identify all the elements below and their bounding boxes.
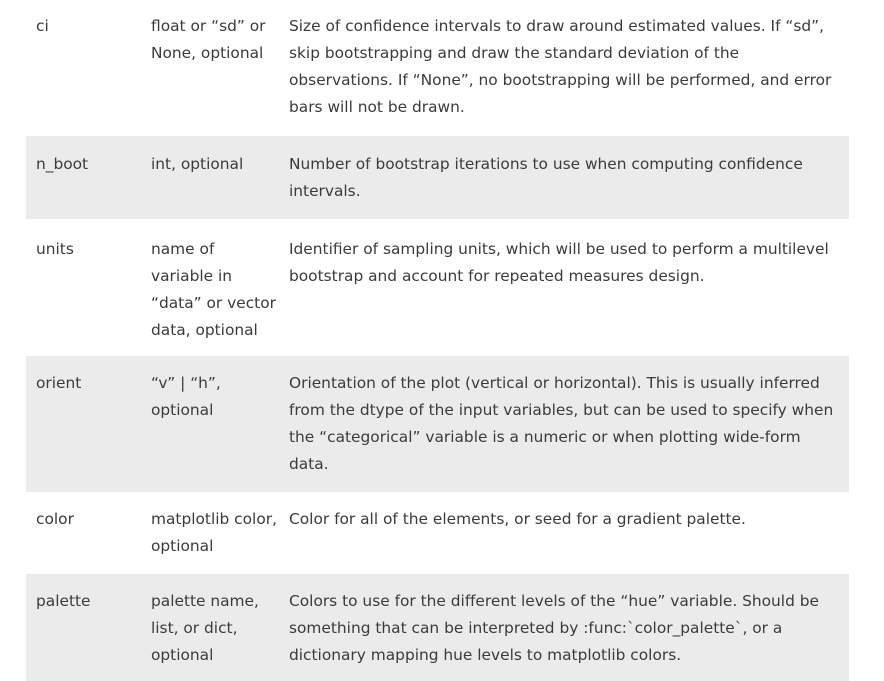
table-row-palette (26, 574, 849, 681)
param-name-cell (26, 356, 141, 492)
param-type: “v” | “h”, optional (151, 374, 221, 419)
param-type-cell (141, 0, 279, 136)
param-name-cell (26, 492, 141, 574)
param-type: float or “sd” or None, optional (151, 17, 266, 62)
param-description-cell (279, 219, 849, 356)
param-description-cell (279, 574, 849, 681)
param-name-cell (26, 574, 141, 681)
param-description: Color for all of the elements, or seed for a gradient palette. (289, 510, 746, 528)
param-description-cell (279, 356, 849, 492)
param-type-cell (141, 492, 279, 574)
param-name: orient (36, 374, 82, 392)
param-type: int, optional (151, 155, 244, 173)
param-description-cell (279, 0, 849, 136)
param-type: name of variable in “data” or vector data, optional (151, 240, 276, 339)
param-name: units (36, 240, 74, 258)
param-description: Identifier of sampling units, which will be used to perform a multilevel bootstrap and account for repeated measures design. (289, 240, 829, 285)
param-name: color (36, 510, 74, 528)
param-description: Colors to use for the different levels of the “hue” variable. Should be something that can be interpreted by :func:`color_palette`, or a dictionary mapping hue levels to matplotlib colors. (289, 592, 819, 664)
param-name: palette (36, 592, 91, 610)
table-row-n-boot (26, 136, 849, 219)
table-row-units (26, 219, 849, 356)
param-description: Orientation of the plot (vertical or horizontal). This is usually inferred from the dtype of the input variables, but can be used to specify when the “categorical” variable is a numeric or when plotting wide-form data. (289, 374, 834, 473)
param-name: ci (36, 17, 49, 35)
param-type-cell (141, 356, 279, 492)
param-description-cell (279, 136, 849, 219)
table-row-color (26, 492, 849, 574)
param-type-cell (141, 136, 279, 219)
param-name: n_boot (36, 155, 89, 173)
param-name-cell (26, 136, 141, 219)
param-description-cell (279, 492, 849, 574)
param-type-cell (141, 574, 279, 681)
param-name-cell (26, 0, 141, 136)
param-description: Size of confidence intervals to draw around estimated values. If “sd”, skip bootstrapping and draw the standard deviation of the observations. If “None”, no bootstrapping will be performed, and error bars will not be drawn. (289, 17, 832, 116)
param-name-cell (26, 219, 141, 356)
parameters-table (26, 0, 849, 681)
param-type-cell (141, 219, 279, 356)
param-type: palette name, list, or dict, optional (151, 592, 259, 664)
param-type: matplotlib color, optional (151, 510, 277, 555)
table-row-orient (26, 356, 849, 492)
param-description: Number of bootstrap iterations to use when computing confidence intervals. (289, 155, 803, 200)
table-row-ci (26, 0, 849, 136)
